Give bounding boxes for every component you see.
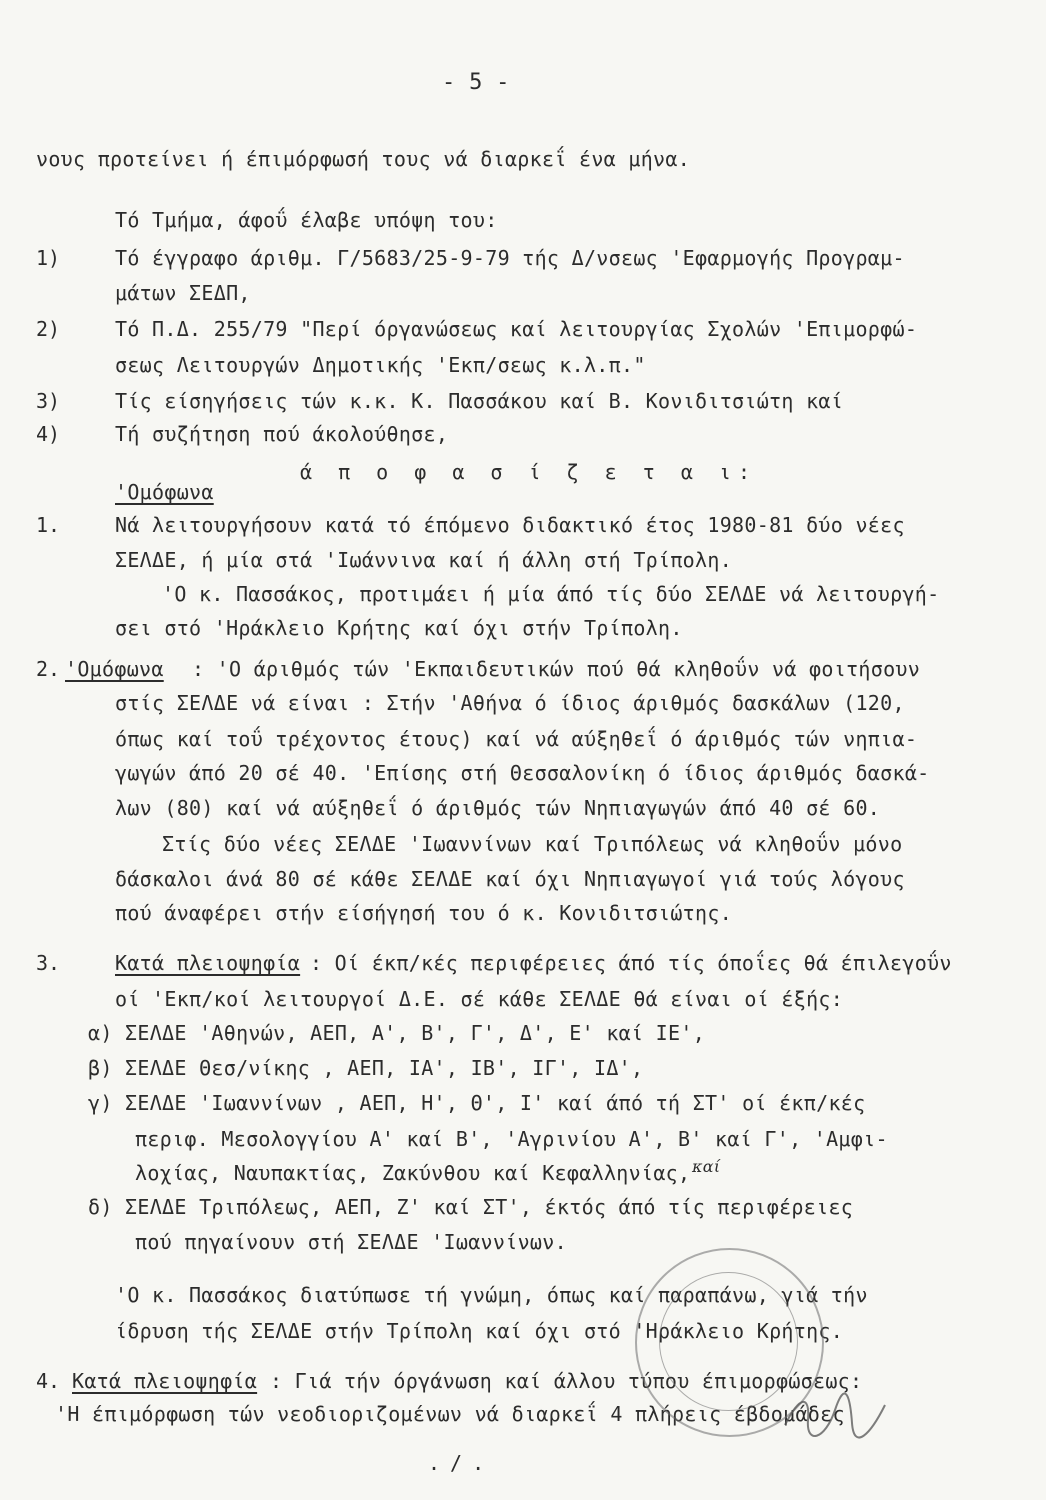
text-line: πού πηγαίνουν στή ΣΕΛΔΕ 'Ιωαννίνων. [135,1230,567,1254]
text-line: στίς ΣΕΛΔΕ νά είναι : Στήν 'Αθήνα ό ίδιος άριθμός δασκάλων (120, [115,691,905,715]
text-line: δάσκαλοι άνά 80 σέ κάθε ΣΕΛΔΕ καί όχι Νηπιαγωγοί γιά τούς λόγους [115,867,905,891]
majority-label: Κατά πλειοψηφία [72,1369,258,1393]
handwritten-note: καί [692,1157,721,1176]
text-line: πού άναφέρει στήν είσήγησή του ό κ. Κονιδιτσιώτης. [115,901,733,925]
majority-label: Κατά πλειοψηφία [115,951,301,975]
page-number: - 5 - [442,70,510,95]
text-line: μάτων ΣΕΔΠ, [115,281,251,305]
list-marker: 2) [36,317,61,341]
continuation-mark: ./. [428,1451,495,1475]
text-line: Τό Π.Δ. 255/79 "Περί όργανώσεως καί λειτουργίας Σχολών 'Επιμορφώ- [115,317,918,341]
list-marker: 3. [36,951,61,975]
text-line: 'Ο κ. Πασσάκος, προτιμάει ή μία άπό τίς δύο ΣΕΛΔΕ νά λειτουργή- [162,582,940,606]
text-line: σεως Λειτουργών Δημοτικής 'Εκπ/σεως κ.λ.π." [115,353,646,377]
text-line: β) ΣΕΛΔΕ Θεσ/νίκης , ΑΕΠ, ΙΑ', ΙΒ', ΙΓ', ΙΔ', [88,1056,644,1080]
text-line: Τή συζήτηση πού άκολούθησε, [115,422,449,446]
list-marker: 1) [36,246,61,270]
text-line: δ) ΣΕΛΔΕ Τριπόλεως, ΑΕΠ, Ζ' καί ΣΤ', έκτός άπό τίς περιφέρειες [88,1195,854,1219]
text-line: ίδρυση τής ΣΕΛΔΕ στήν Τρίπολη καί όχι στό 'Ηράκλειο Κρήτης. [115,1319,844,1343]
text-line: α) ΣΕΛΔΕ 'Αθηνών, ΑΕΠ, Α', Β', Γ', Δ', Ε' καί ΙΕ', [88,1021,706,1045]
text-line: σει στό 'Ηράκλειο Κρήτης καί όχι στήν Τρίπολη. [115,616,683,640]
text-line: : Οί έκπ/κές περιφέρειες άπό τίς όποΐες θά έπιλεγοΰν [310,951,952,975]
decision-heading: ά π ο φ α σ ί ζ ε τ α ι: [300,460,757,484]
text-line: Τό Τμήμα, άφοΰ έλαβε υπόψη του: [115,208,498,232]
text-line: οί 'Εκπ/κοί λειτουργοί Δ.Ε. σέ κάθε ΣΕΛΔΕ θά είναι οί έξής: [115,987,844,1011]
text-line: λοχίας, Ναυπακτίας, Ζακύνθου καί Κεφαλληνίας, [135,1161,691,1185]
list-marker: 3) [36,389,61,413]
list-marker: 4. [36,1369,61,1393]
text-line: 'Η έπιμόρφωση τών νεοδιοριζομένων νά διαρκεΐ 4 πλήρεις έβδομάδες [55,1402,845,1426]
text-line: 'Ο κ. Πασσάκος διατύπωσε τή γνώμη, όπως καί παραπάνω, γιά τήν [115,1283,868,1307]
text-line: όπως καί τοΰ τρέχοντος έτους) καί νά αύξηθεΐ ό άριθμός τών νηπια- [115,727,918,751]
text-line: Στίς δύο νέες ΣΕΛΔΕ 'Ιωαννίνων καί Τριπόλεως νά κληθοΰν μόνο [162,832,903,856]
unanimous-label: 'Ομόφωνα [65,657,164,681]
text-line: : 'Ο άριθμός τών 'Εκπαιδευτικών πού θά κληθοΰν νά φοιτήσουν [192,657,921,681]
list-marker: 4) [36,422,61,446]
list-marker: 2. [36,657,61,681]
text-line: γ) ΣΕΛΔΕ 'Ιωαννίνων , ΑΕΠ, Η', Θ', Ι' καί άπό τή ΣΤ' οί έκπ/κές [88,1091,866,1115]
unanimous-label: 'Ομόφωνα [115,480,214,504]
text-line: Τίς είσηγήσεις τών κ.κ. Κ. Πασσάκου καί Β. Κονιδιτσιώτη καί [115,389,844,413]
text-line: ΣΕΛΔΕ, ή μία στά 'Ιωάννινα καί ή άλλη στή Τρίπολη. [115,548,733,572]
text-line: νους προτείνει ή έπιμόρφωσή τους νά διαρκεΐ ένα μήνα. [36,147,691,171]
text-line: γωγών άπό 20 σέ 40. 'Επίσης στή Θεσσαλονίκη ό ίδιος άριθμός δασκά- [115,761,930,785]
text-line: λων (80) καί νά αύξηθεΐ ό άριθμός τών Νηπιαγωγών άπό 40 σέ 60. [115,796,881,820]
signature [780,1385,890,1445]
stamp-inner-ring [659,1272,798,1411]
list-marker: 1. [36,513,61,537]
text-line: περιφ. Μεσολογγίου Α' καί Β', 'Αγρινίου Α', Β' καί Γ', 'Αμφι- [135,1127,888,1151]
text-line: : Γιά τήν όργάνωση καί άλλου τύπου έπιμορφώσεως: [270,1369,863,1393]
text-line: Τό έγγραφο άριθμ. Γ/5683/25-9-79 τής Δ/νσεως 'Εφαρμογής Προγραμ- [115,246,905,270]
text-line: Νά λειτουργήσουν κατά τό έπόμενο διδακτικό έτος 1980-81 δύο νέες [115,513,905,537]
